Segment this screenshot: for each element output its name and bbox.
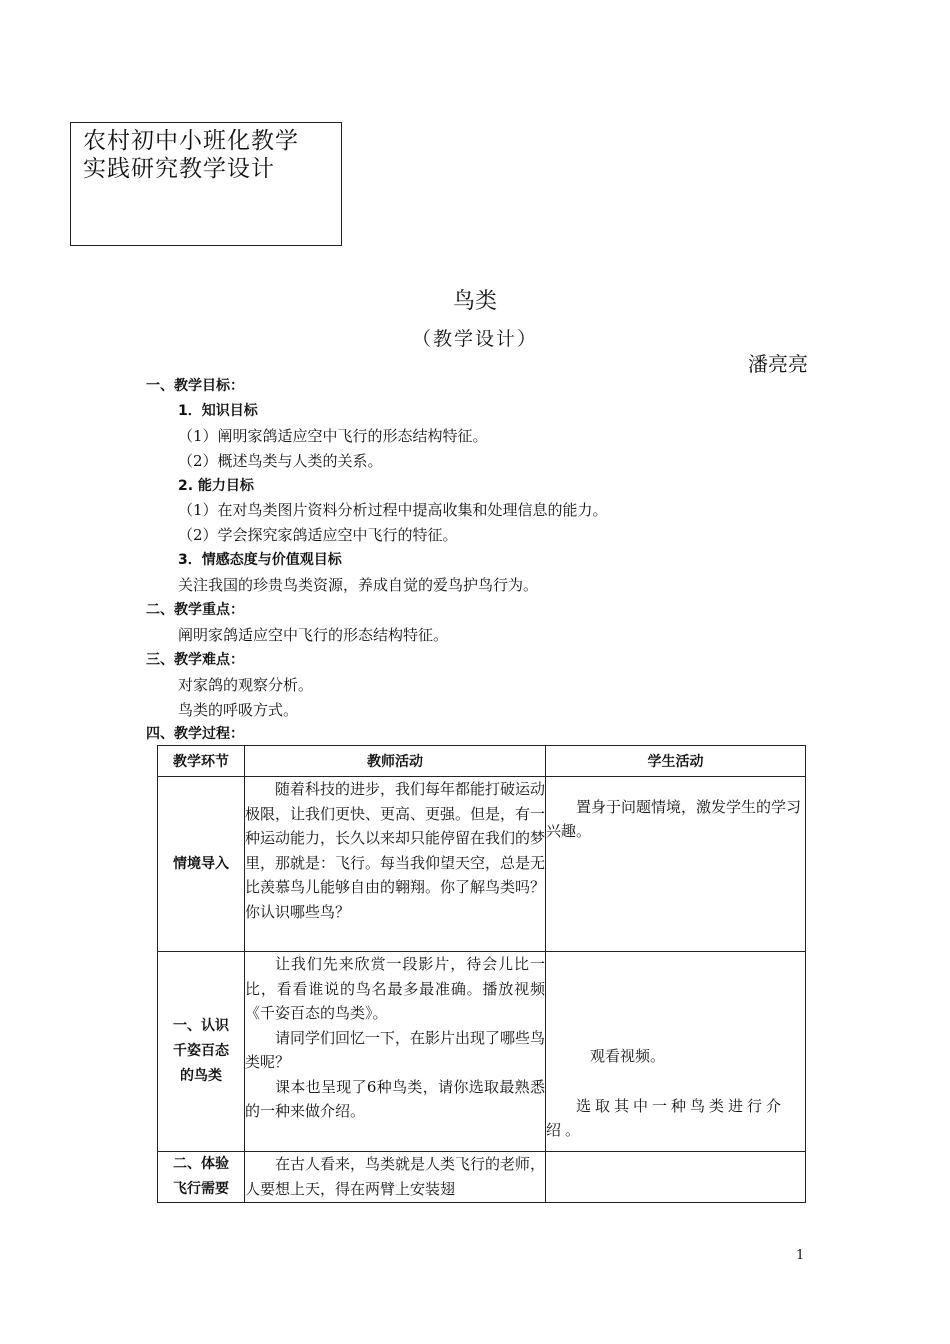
table-row — [158, 952, 806, 1152]
page-subtitle: （教学设计） — [411, 328, 538, 350]
section-1-heading: 一、教学目标： — [146, 378, 244, 394]
difficulty-text-1: 对家鸽的观察分析。 — [178, 676, 314, 694]
page-number: 1 — [796, 1248, 805, 1263]
stage-label-line-2: 飞行需要 — [173, 1181, 229, 1197]
teacher-activity-cell — [245, 1152, 546, 1203]
column-header-stage: 教学环节 — [158, 746, 245, 777]
header-box — [70, 122, 342, 246]
section-4-heading: 四、教学过程： — [146, 726, 244, 742]
student-activity-text-1: 观看视频。 — [590, 1047, 666, 1065]
difficulty-text-2: 鸟类的呼吸方式。 — [178, 701, 299, 719]
knowledge-goals-heading: 1．知识目标 — [178, 403, 258, 419]
ability-goals-heading: 2. 能力目标 — [178, 478, 254, 494]
teacher-activity-text: 在古人看来，鸟类就是人类飞行的老师，人要想上天，得在两臂上安装翅 — [245, 1155, 546, 1198]
stage-cell — [158, 1152, 245, 1203]
stage-label-line-1: 一、认识 — [173, 1018, 229, 1034]
section-2-heading: 二、教学重点： — [146, 602, 244, 618]
author-name: 潘亮亮 — [748, 352, 808, 376]
section-3-heading: 三、教学难点： — [146, 652, 244, 668]
emotion-goal-1: 关注我国的珍贵鸟类资源，养成自觉的爱鸟护鸟行为。 — [178, 576, 539, 594]
stage-label-line-1: 二、体验 — [173, 1156, 229, 1172]
teacher-activity-paragraph-3: 课本也呈现了6种鸟类，请你选取最熟悉的一种来做介绍。 — [245, 1077, 545, 1120]
stage-label: 情境导入 — [173, 855, 229, 872]
teacher-activity-cell — [245, 952, 546, 1152]
emotion-goals-heading: 3．情感态度与价值观目标 — [178, 552, 342, 568]
header-line-1: 农村初中小班化教学 — [83, 128, 299, 154]
teacher-activity-cell — [245, 777, 546, 952]
stage-label-line-2: 千姿百态 — [173, 1043, 229, 1059]
stage-label-line-3: 的鸟类 — [180, 1068, 222, 1084]
student-activity-text-2: 选取其中一种鸟类进行介绍。 — [546, 1097, 786, 1139]
column-header-teacher: 教师活动 — [245, 746, 546, 777]
key-point-text: 阐明家鸽适应空中飞行的形态结构特征。 — [178, 626, 449, 644]
teaching-process-table — [157, 745, 806, 1203]
ability-goal-1: （1）在对鸟类图片资料分析过程中提高收集和处理信息的能力。 — [178, 501, 608, 519]
teacher-activity-paragraph-1: 让我们先来欣赏一段影片，待会儿比一比，看看谁说的鸟名最多最准确。播放视频《千姿百态的鸟类》。 — [245, 955, 545, 1022]
teacher-activity-text: 随着科技的进步，我们每年都能打破运动极限，让我们更快、更高、更强。但是，有一种运动能力，长久以来却只能停留在我们的梦里，那就是：飞行。每当我仰望天空，总是无比羡慕鸟儿能够自由的翱翔。你了解鸟类吗？你认识哪些鸟？ — [245, 780, 546, 921]
student-activity-cell — [546, 952, 806, 1152]
column-header-student: 学生活动 — [546, 746, 806, 777]
table-row — [158, 1152, 806, 1203]
stage-cell — [158, 777, 245, 952]
table-row — [158, 777, 806, 952]
teacher-activity-paragraph-2: 请同学们回忆一下，在影片出现了哪些鸟类呢？ — [245, 1028, 546, 1071]
student-activity-cell — [546, 777, 806, 952]
knowledge-goal-1: （1）阐明家鸽适应空中飞行的形态结构特征。 — [178, 427, 488, 445]
table-header-row — [158, 746, 806, 777]
student-activity-text: 置身于问题情境，激发学生的学习兴趣。 — [546, 798, 802, 840]
header-line-2: 实践研究教学设计 — [83, 156, 275, 182]
ability-goal-2: （2）学会探究家鸽适应空中飞行的特征。 — [178, 526, 458, 544]
student-activity-cell — [546, 1152, 806, 1203]
knowledge-goal-2: （2）概述鸟类与人类的关系。 — [178, 452, 383, 470]
stage-cell — [158, 952, 245, 1152]
page-title: 鸟类 — [452, 289, 497, 314]
